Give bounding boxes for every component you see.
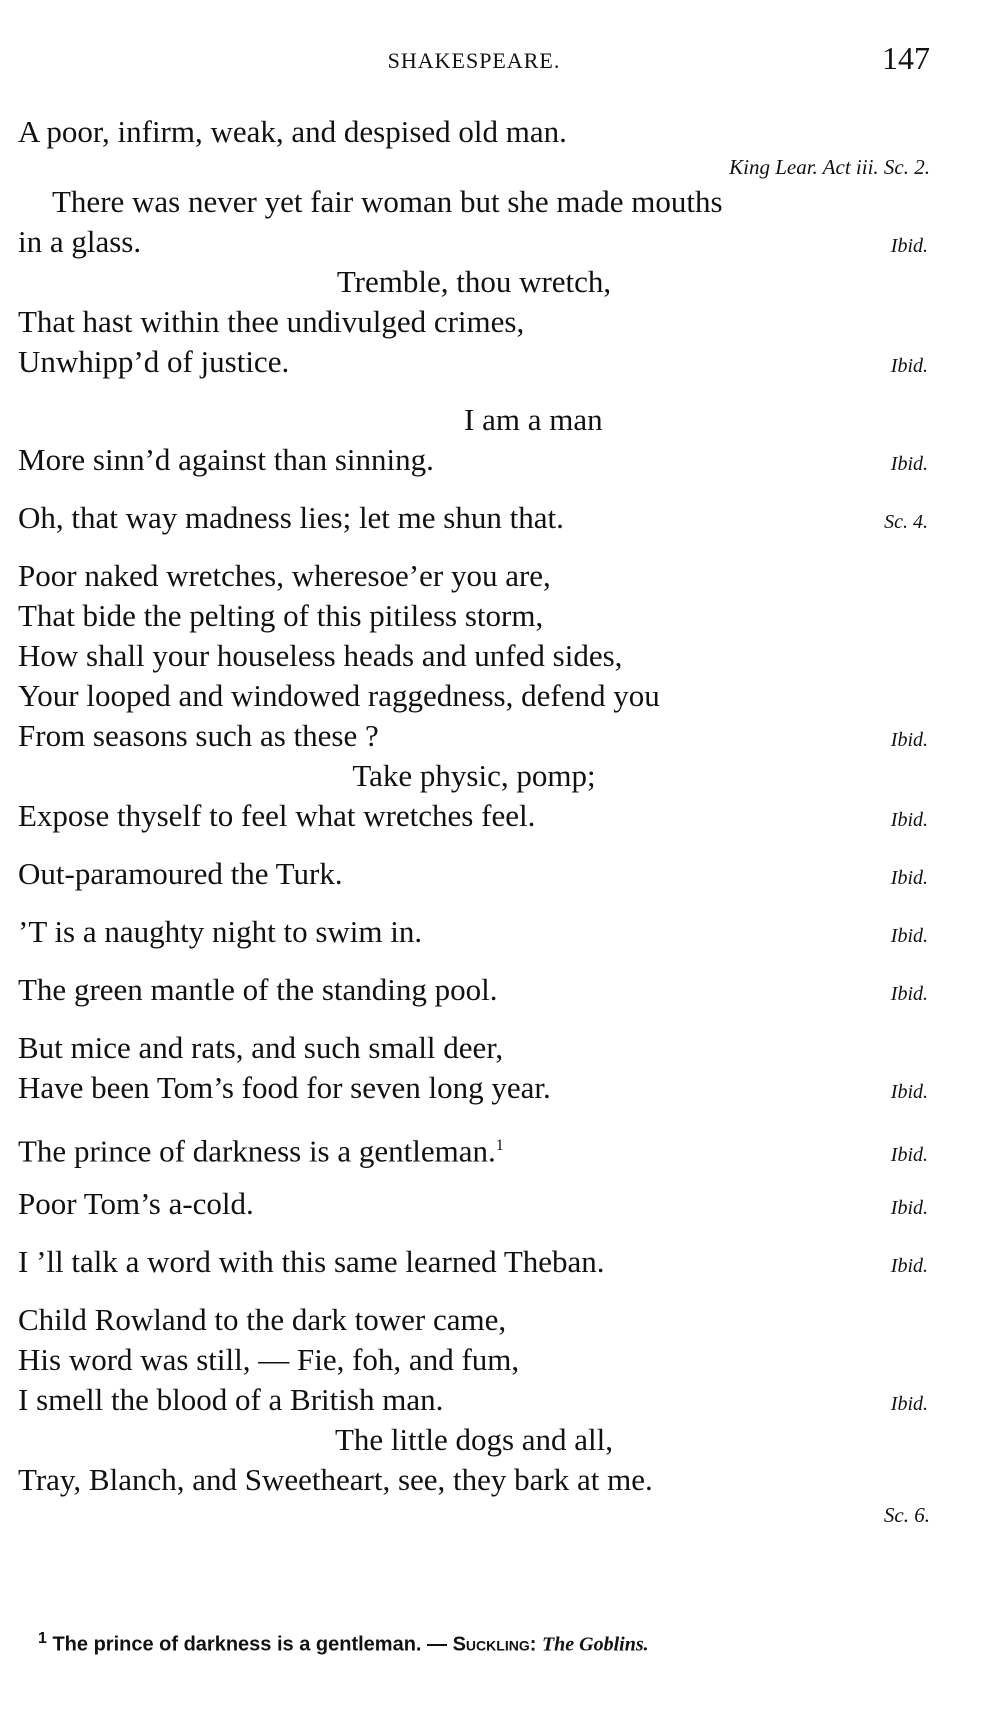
spacer xyxy=(18,952,930,970)
quotations xyxy=(18,112,930,1530)
citation: Sc. 6. xyxy=(883,1503,930,1527)
quote-line: Take physic, pomp; xyxy=(352,758,596,793)
citation: Ibid. xyxy=(890,867,928,889)
quote-line: The little dogs and all, xyxy=(334,1422,614,1457)
spacer xyxy=(18,538,930,556)
quote-row xyxy=(18,1242,930,1282)
quote-row xyxy=(18,342,930,382)
spacer xyxy=(18,480,930,498)
quote-line xyxy=(18,1126,504,1171)
citation: Ibid. xyxy=(890,729,928,751)
citation: Ibid. xyxy=(890,925,928,947)
quote-line: More sinn’d against than sinning. xyxy=(18,442,434,477)
quote-line: ’T is a naughty night to swim in. xyxy=(18,914,423,949)
citation: Ibid. xyxy=(890,355,928,377)
quote-row xyxy=(18,1126,930,1169)
page-number: 147 xyxy=(882,40,930,76)
quote-line: I ’ll talk a word with this same learned Theban. xyxy=(18,1244,605,1279)
quote-row xyxy=(18,222,930,262)
quote-line: How shall your houseless heads and unfed sides, xyxy=(18,638,623,673)
quote-text: The prince of darkness is a gentleman. xyxy=(18,1133,496,1169)
footnote-number: 1 xyxy=(38,1630,47,1647)
quote-line: That bide the pelting of this pitiless storm, xyxy=(18,598,544,633)
quote-row xyxy=(18,970,930,1010)
citation: Ibid. xyxy=(890,1081,928,1103)
citation: King Lear. Act iii. Sc. 2. xyxy=(729,155,930,179)
citation: Ibid. xyxy=(890,1144,928,1167)
quote-line: I am a man xyxy=(464,402,603,437)
quote-line: Oh, that way madness lies; let me shun that. xyxy=(18,500,564,535)
quote-line: Tremble, thou wretch, xyxy=(336,264,612,299)
quote-line: Tray, Blanch, and Sweetheart, see, they bark at me. xyxy=(18,1462,653,1497)
footnote-separator: : xyxy=(529,1633,537,1656)
quote-row xyxy=(18,854,930,894)
quote-line: That hast within thee undivulged crimes, xyxy=(18,304,525,339)
quote-line: The green mantle of the standing pool. xyxy=(18,972,498,1007)
quote-line: But mice and rats, and such small deer, xyxy=(18,1030,504,1065)
quote-line: There was never yet fair woman but she made mouths xyxy=(52,184,723,219)
spacer xyxy=(18,1010,930,1028)
quote-row xyxy=(18,796,930,836)
citation: Sc. 4. xyxy=(884,511,928,533)
quote-row xyxy=(18,1380,930,1420)
citation: Ibid. xyxy=(890,235,928,257)
quote-line: Poor Tom’s a-cold. xyxy=(18,1186,254,1221)
quote-line: From seasons such as these ? xyxy=(18,718,379,753)
quote-row xyxy=(18,716,930,756)
spacer xyxy=(18,382,930,400)
page-header xyxy=(18,40,930,80)
citation: Ibid. xyxy=(890,453,928,475)
book-page xyxy=(18,0,930,1717)
citation: Ibid. xyxy=(890,1197,928,1219)
running-title: SHAKESPEARE. xyxy=(387,48,561,73)
quote-row xyxy=(18,498,930,538)
quote-line: Your looped and windowed raggedness, defend you xyxy=(18,678,660,713)
quote-line: Unwhipp’d of justice. xyxy=(18,344,290,379)
quote-row xyxy=(18,440,930,480)
footnote-author: Suckling xyxy=(452,1633,530,1656)
footnote xyxy=(38,1630,930,1657)
quote-row xyxy=(18,1068,930,1108)
quote-line: Expose thyself to feel what wretches feel. xyxy=(18,798,536,833)
quote-row xyxy=(18,912,930,952)
citation: Ibid. xyxy=(890,1255,928,1277)
footnote-work: The Goblins. xyxy=(541,1633,649,1656)
spacer xyxy=(18,836,930,854)
spacer xyxy=(18,1224,930,1242)
quote-line: His word was still, — Fie, foh, and fum, xyxy=(18,1342,520,1377)
quote-row xyxy=(18,1184,930,1224)
quote-line: Have been Tom’s food for seven long year. xyxy=(18,1070,551,1105)
spacer xyxy=(18,1282,930,1300)
spacer xyxy=(18,894,930,912)
quote-line: Out-paramoured the Turk. xyxy=(18,856,343,891)
footnote-marker[interactable]: 1 xyxy=(495,1137,504,1154)
footnote-text: The prince of darkness is a gentleman. — xyxy=(52,1633,448,1656)
quote-line: Poor naked wretches, wheresoe’er you are, xyxy=(18,558,551,593)
spacer xyxy=(18,1108,930,1126)
citation: Ibid. xyxy=(890,1393,928,1415)
quote-line: A poor, infirm, weak, and despised old man. xyxy=(18,114,567,149)
quote-line: Child Rowland to the dark tower came, xyxy=(18,1302,507,1337)
quote-line: I smell the blood of a British man. xyxy=(18,1382,444,1417)
citation: Ibid. xyxy=(890,809,928,831)
quote-line: in a glass. xyxy=(18,224,142,259)
citation: Ibid. xyxy=(890,983,928,1005)
